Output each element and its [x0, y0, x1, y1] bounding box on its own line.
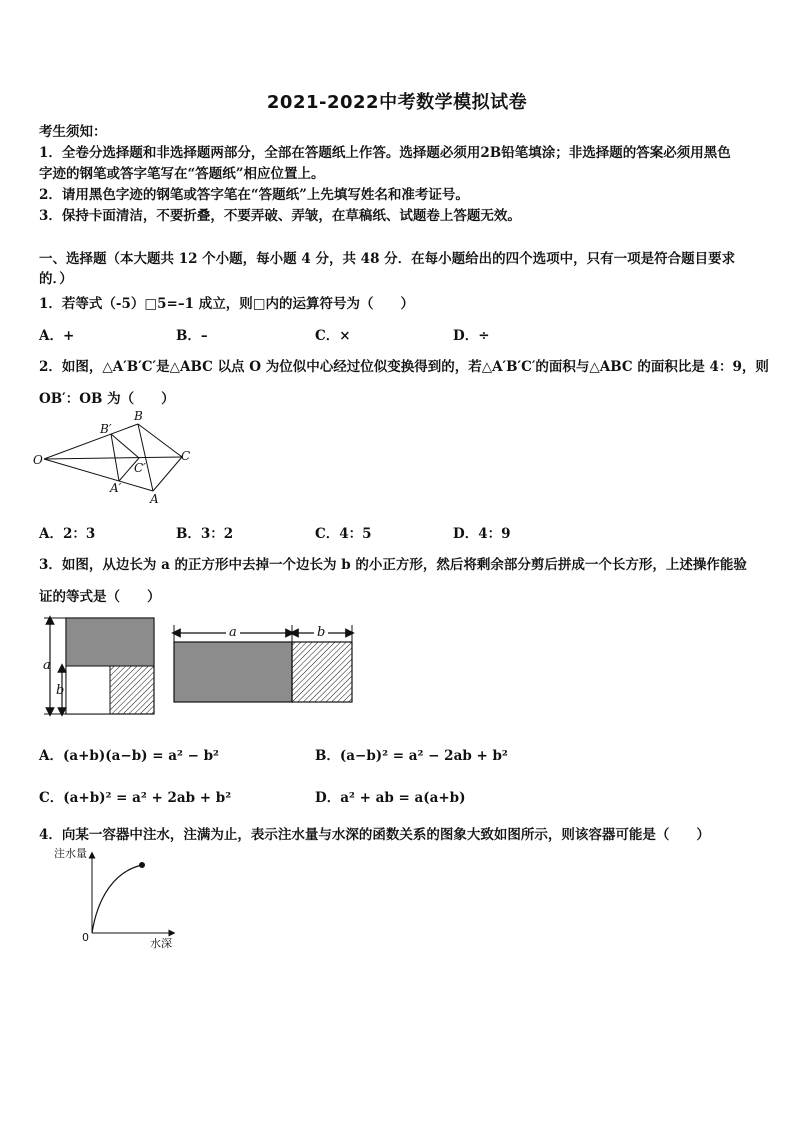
q1-option-c: C．×	[315, 328, 351, 344]
notice-line-3: 2．请用黑色字迹的钢笔或答字笔在“答题纸”上先填写姓名和准考证号。	[39, 187, 469, 203]
label-b-prime: B′	[100, 422, 112, 436]
label-b-vertical: b	[56, 683, 65, 698]
side-b1c1	[111, 434, 139, 458]
q1-stem: 1．若等式（-5）□5=–1 成立，则□内的运算符号为（ ）	[39, 296, 414, 312]
q4-function-graph	[50, 843, 190, 951]
q3-option-c: C．(a+b)² = a² + 2ab + b²	[39, 790, 232, 806]
origin-label: 0	[82, 931, 89, 944]
notice-line-1: 1．全卷分选择题和非选择题两部分，全部在答题纸上作答。选择题必须用2B铅笔填涂；非选择题的答案必须用黑色	[39, 145, 731, 161]
label-o: O	[33, 453, 43, 467]
notice-heading: 考生须知：	[39, 124, 107, 140]
label-a-prime: A′	[110, 481, 122, 495]
q4-stem: 4．向某一容器中注水，注满为止，表示注水量与水深的函数关系的图象大致如图所示，则该容器可能是（ ）	[39, 827, 710, 843]
hatched-rectangle	[110, 666, 154, 714]
section-heading-line-2: 的．）	[39, 271, 73, 287]
label-b: B	[134, 409, 143, 423]
q3-stem-line-2: 证的等式是（ ）	[39, 589, 161, 605]
q1-option-a: A．+	[39, 328, 75, 344]
shaded-rectangle	[66, 618, 154, 666]
removed-square	[66, 666, 110, 714]
side-ca	[153, 457, 182, 491]
label-c: C	[181, 449, 191, 463]
q3-option-a: A．(a+b)(a−b) = a² − b²	[39, 748, 219, 764]
q3-option-b: B．(a−b)² = a² − 2ab + b²	[315, 748, 508, 764]
label-a: A	[150, 492, 159, 506]
hatched-attached-rectangle	[292, 642, 352, 702]
q2-stem-line-1: 2．如图，△A′B′C′是△ABC 以点 O 为位似中心经过位似变换得到的，若△A′B′C′的面积与△ABC 的面积比是 4：9，则	[39, 359, 769, 375]
q2-option-d: D．4：9	[453, 526, 511, 542]
y-axis-label: 注水量	[54, 847, 87, 860]
q3-square-figure	[38, 612, 160, 720]
x-axis-label: 水深	[150, 937, 172, 950]
label-a-vertical: a	[43, 658, 51, 673]
q2-option-a: A．2：3	[39, 526, 96, 542]
end-point	[139, 862, 145, 868]
notice-line-2: 字迹的钢笔或答字笔写在“答题纸”相应位置上。	[39, 166, 325, 182]
section-heading-line-1: 一、选择题（本大题共 12 个小题，每小题 4 分，共 48 分．在每小题给出的四个选项中，只有一项是符合题目要求	[39, 251, 736, 267]
q2-option-b: B．3：2	[176, 526, 234, 542]
label-a-horizontal: a	[229, 625, 237, 640]
q3-rectangle-figure	[170, 620, 360, 708]
q3-stem-line-1: 3．如图，从边长为 a 的正方形中去掉一个边长为 b 的小正方形，然后将剩余部分剪后拼成一个长方形，上述操作能验	[39, 557, 747, 573]
line-o-b	[44, 424, 138, 459]
curve	[92, 865, 142, 933]
q3-option-d: D．a² + ab = a(a+b)	[315, 790, 466, 806]
notice-line-4: 3．保持卡面清洁，不要折叠，不要弄破、弄皱，在草稿纸、试题卷上答题无效。	[39, 208, 521, 224]
page-title: 2021-2022中考数学模拟试卷	[266, 92, 528, 113]
q2-similar-triangles-figure	[30, 408, 210, 510]
q2-stem-line-2: OB′：OB 为（ ）	[39, 391, 175, 407]
label-c-prime: C′	[134, 461, 146, 475]
q1-option-b: B．–	[176, 328, 208, 344]
q1-option-d: D．÷	[453, 328, 490, 344]
line-o-c	[44, 457, 182, 459]
q2-option-c: C．4：5	[315, 526, 372, 542]
label-b-horizontal: b	[317, 625, 326, 640]
shaded-long-rectangle	[174, 642, 292, 702]
